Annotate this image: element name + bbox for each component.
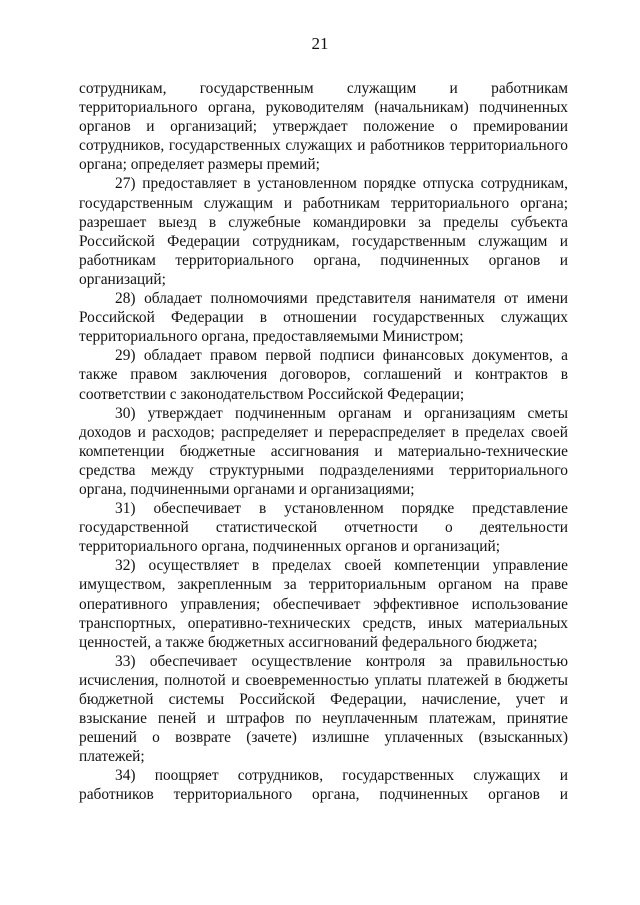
paragraph-item-33: 33) обеспечивает осуществление контроля за правильностью исчисления, полнотой и своевременностью уплаты платежей в бюджеты бюджетной системы Российской Федерации, начисление, учет и взыскание пеней и штрафов по неуплаченным платежам, принятие решений о возврате (зачете) излишне уплаченных (взысканных) платежей; (79, 652, 568, 766)
paragraph-continuation: сотрудникам, государственным служащим и работникам территориального органа, руководителям (начальникам) подчиненных органов и организаций; утверждает положение о премировании сотрудников, государственных служащих и работников территориального органа; определяет размеры премий; (79, 80, 568, 174)
paragraph-item-28: 28) обладает полномочиями представителя нанимателя от имени Российской Федерации в отношении государственных служащих территориального органа, предоставляемыми Министром; (79, 290, 568, 346)
paragraph-item-30: 30) утверждает подчиненным органам и организациям сметы доходов и расходов; распределяет и перераспределяет в пределах своей компетенции бюджетные ассигнования и материально-технические средства между структурными подразделениями территориального органа, подчиненными органами и организациями; (79, 404, 568, 498)
page-number: 21 (311, 34, 329, 53)
paragraph-item-34: 34) поощряет сотрудников, государственных служащих и работников территориального органа, подчиненных органов и (79, 767, 568, 804)
document-body (79, 79, 568, 805)
paragraph-item-32: 32) осуществляет в пределах своей компетенции управление имуществом, закрепленным за территориальным органом на праве оперативного управления; обеспечивает эффективное использование транспортных, оперативно-технических средств, иных материальных ценностей, а также бюджетных ассигнований федерального бюджета; (79, 557, 568, 651)
paragraph-item-29: 29) обладает правом первой подписи финансовых документов, а также правом заключения договоров, соглашений и контрактов в соответствии с законодательством Российской Федерации; (79, 347, 568, 403)
paragraph-item-27: 27) предоставляет в установленном порядке отпуска сотрудникам, государственным служащим и работникам территориального органа; разрешает выезд в служебные командировки за пределы субъекта Российской Федерации сотрудникам, государственным служащим и работникам территориального органа, подчиненных органов и организаций; (79, 175, 568, 288)
paragraph-item-31: 31) обеспечивает в установленном порядке представление государственной статистической отчетности о деятельности территориального органа, подчиненных органов и организаций; (79, 500, 568, 556)
